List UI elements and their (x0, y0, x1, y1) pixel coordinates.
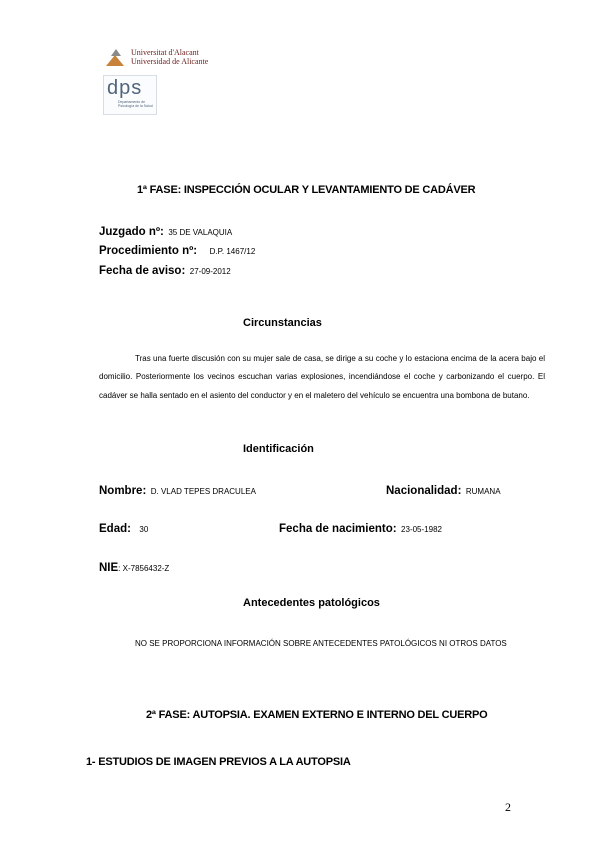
nie-value: : X-7856432-Z (118, 564, 170, 573)
procedimiento-value: D.P. 1467/12 (209, 247, 256, 256)
nacionalidad-line (386, 481, 501, 499)
circunstancias-heading: Circunstancias (243, 317, 322, 329)
antecedentes-heading: Antecedentes patológicos (243, 597, 380, 609)
fecha-aviso-value: 27-09-2012 (189, 267, 231, 276)
nombre-line (99, 481, 256, 499)
edad-value: 30 (139, 525, 149, 534)
nacimiento-value: 23-05-1982 (401, 525, 442, 534)
juzgado-label: Juzgado nº: (99, 226, 164, 238)
antecedentes-text (99, 634, 545, 654)
fase2-title: 2ª FASE: AUTOPSIA. EXAMEN EXTERNO E INTERNO DEL CUERPO (146, 709, 488, 721)
edad-line (99, 519, 148, 537)
department-logo-subtitle: Departamento de Psicología de la Salud (118, 100, 153, 108)
circunstancias-text (99, 350, 545, 405)
nacionalidad-value: RUMANA (465, 487, 501, 496)
university-logo (106, 46, 208, 68)
identificacion-heading: Identificación (243, 443, 314, 455)
circunstancias-paragraph: Tras una fuerte discusión con su mujer sale de casa, se dirige a su coche y lo estaciona encima de la acera bajo el domicilio. Posteriormente los vecinos escuchan varias explosiones, incendiándose el coche y carbonizando el cuerpo. El cadáver se halla sentado en el asiento del conductor y en el maletero del vehículo se encuentra una bombona de butano. (99, 354, 545, 400)
juzgado-line (99, 222, 232, 240)
nacimiento-label: Fecha de nacimiento: (279, 523, 397, 535)
nombre-label: Nombre: (99, 485, 147, 497)
department-logo-mark: dps (107, 77, 143, 99)
section1-title: 1- ESTUDIOS DE IMAGEN PREVIOS A LA AUTOPSIA (86, 756, 351, 768)
fecha-aviso-line (99, 261, 231, 279)
procedimiento-line (99, 241, 255, 259)
nie-line (99, 558, 169, 576)
edad-label: Edad: (99, 523, 131, 535)
department-logo (103, 75, 157, 115)
nie-label: NIE (99, 562, 119, 574)
antecedentes-paragraph: NO SE PROPORCIONA INFORMACIÓN SOBRE ANTECEDENTES PATOLÓGICOS NI OTROS DATOS (135, 639, 507, 648)
juzgado-value: 35 DE VALAQUIA (168, 228, 233, 237)
university-name-line1: Universitat d'Alacant (131, 48, 199, 57)
university-name-line2: Universidad de Alicante (131, 57, 209, 66)
page-number: 2 (505, 800, 511, 814)
fecha-aviso-label: Fecha de aviso: (99, 265, 186, 277)
nombre-value: D. VLAD TEPES DRACULEA (150, 487, 256, 496)
procedimiento-label: Procedimiento nº: (99, 245, 198, 257)
nacimiento-line (279, 519, 442, 537)
university-name (131, 48, 208, 66)
university-emblem-icon (106, 49, 125, 66)
fase1-title: 1ª FASE: INSPECCIÓN OCULAR Y LEVANTAMIENTO DE CADÁVER (137, 184, 476, 196)
nacionalidad-label: Nacionalidad: (386, 485, 462, 497)
